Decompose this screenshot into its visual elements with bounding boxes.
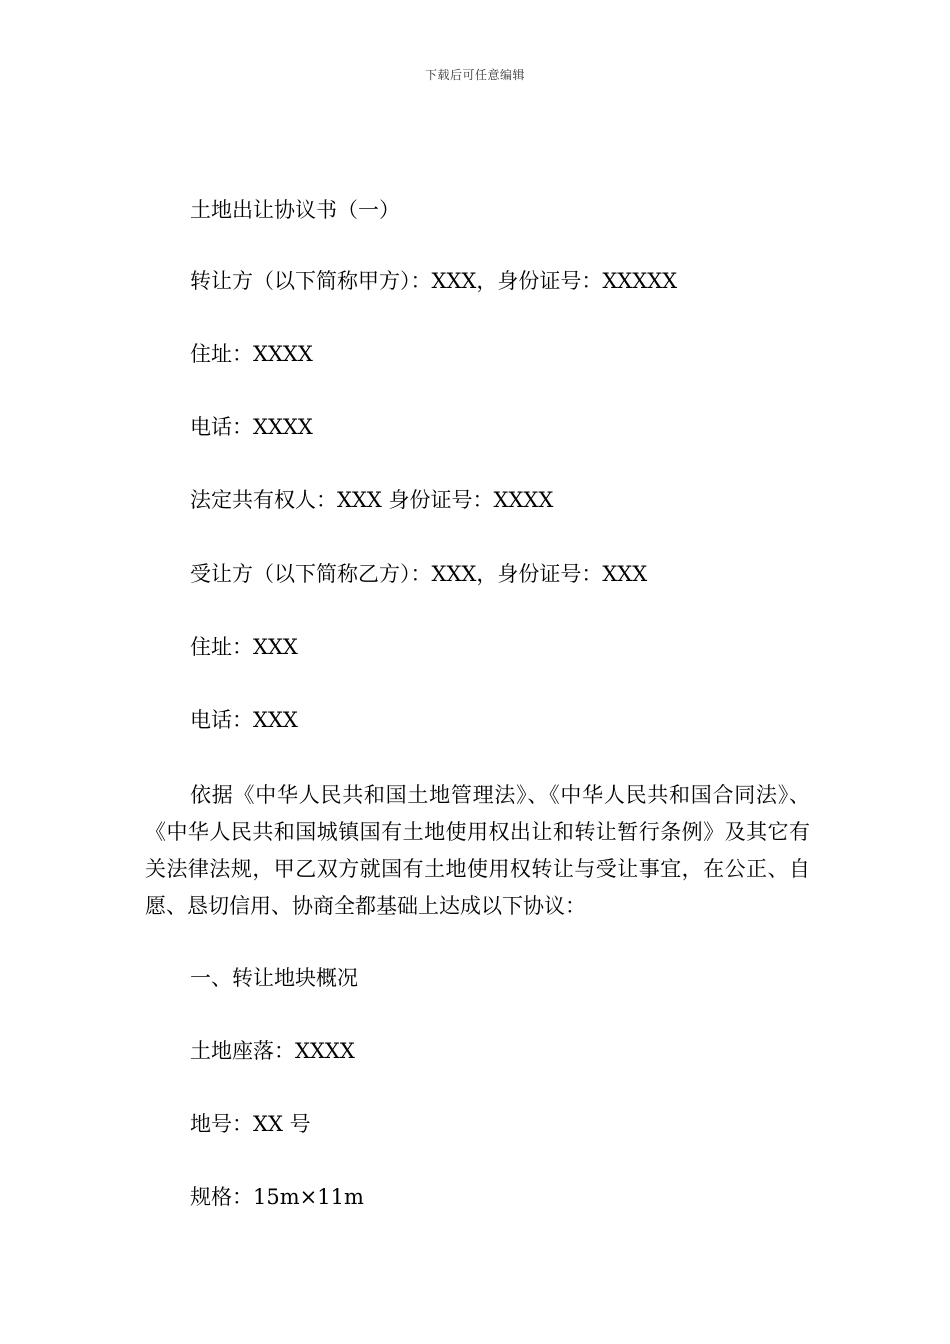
transferor-line: 转让方（以下简称甲方）：XXX，身份证号：XXXXX bbox=[190, 269, 678, 293]
section-heading: 一、转让地块概况 bbox=[190, 966, 358, 990]
preamble-paragraph: 依据《中华人民共和国土地管理法》、《中华人民共和国合同法》、《中华人民共和国城镇国有土地使用权出让和转让暂行条例》及其它有关法律法规，甲乙双方就国有土地使用权转让与受让事宜，在公正、自愿、恳切信用、协商全都基础上达成以下协议： bbox=[145, 783, 810, 918]
transferee-phone: 电话：XXX bbox=[190, 708, 298, 732]
transferor-address: 住址：XXXX bbox=[190, 342, 313, 366]
header-note: 下载后可任意编辑 bbox=[424, 68, 525, 82]
transferee-line: 受让方（以下简称乙方）：XXX，身份证号：XXX bbox=[190, 562, 648, 586]
co-owner-line: 法定共有权人：XXX 身份证号：XXXX bbox=[190, 488, 554, 512]
dimensions: 规格：15m×11m bbox=[190, 1185, 364, 1209]
document-title: 土地出让协议书（一） bbox=[190, 198, 400, 222]
transferee-address: 住址：XXX bbox=[190, 635, 298, 659]
lot-number: 地号：XX 号 bbox=[190, 1112, 311, 1136]
land-location: 土地座落：XXXX bbox=[190, 1039, 355, 1063]
transferor-phone: 电话：XXXX bbox=[190, 415, 313, 439]
